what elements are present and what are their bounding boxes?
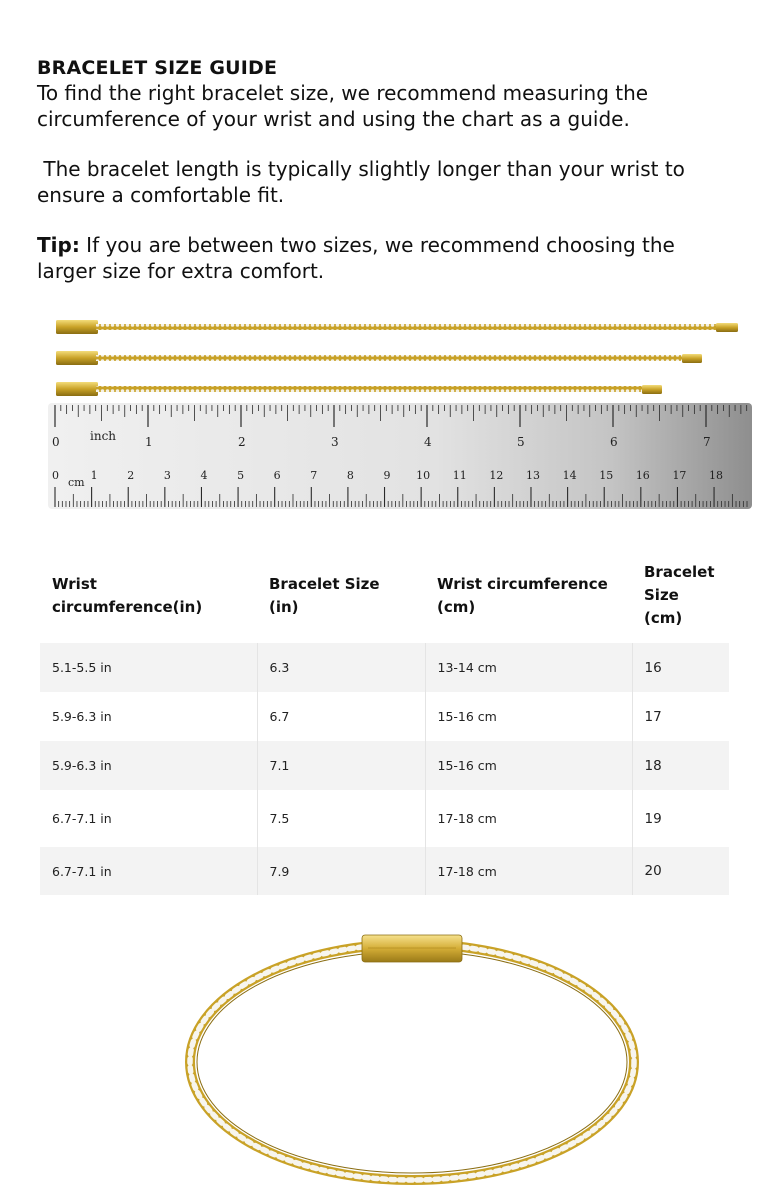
size-guide-intro — [37, 56, 757, 284]
cm-label: 13 — [525, 469, 540, 482]
table-row — [40, 847, 729, 895]
inch-label: 5 — [517, 435, 525, 449]
bracelet-stones — [190, 944, 634, 1180]
cm-label: 3 — [163, 469, 171, 482]
cell-wrist-in: 5.9-6.3 in — [40, 692, 257, 741]
table-row — [40, 741, 729, 790]
cm-label: 10 — [416, 469, 431, 482]
cell-size-cm: 19 — [644, 810, 662, 827]
cell-wrist-in: 5.9-6.3 in — [40, 741, 257, 790]
cm-label: 6 — [273, 469, 281, 482]
cm-label: 5 — [237, 469, 245, 482]
cell-wrist-cm: 15-16 cm — [425, 741, 632, 790]
bracelet-product-photo — [0, 925, 780, 1196]
header-bracelet-size-cm: Bracelet Size (cm) — [644, 563, 715, 627]
cm-label: 1 — [90, 469, 98, 482]
bracelet-inner-edge — [197, 951, 627, 1173]
cm-label: 16 — [635, 469, 650, 482]
note-line-1: The bracelet length is typically slightly longer than your wrist to — [37, 157, 685, 181]
inch-unit-label: inch — [90, 429, 117, 443]
bracelet-strand-long — [56, 320, 738, 334]
cell-wrist-cm: 15-16 cm — [425, 692, 632, 741]
bracelet-length-comparison — [0, 310, 780, 402]
table-row — [40, 790, 729, 847]
cm-label: 0 — [52, 469, 59, 482]
table-row — [40, 643, 729, 692]
cell-size-cm: 18 — [644, 757, 662, 774]
inch-label: 1 — [145, 435, 153, 449]
cell-wrist-in: 6.7-7.1 in — [40, 847, 257, 895]
measuring-ruler — [0, 400, 780, 512]
cm-label: 14 — [562, 469, 577, 482]
tip-text: If you are between two sizes, we recommend choosing the — [79, 233, 675, 257]
cm-label: 12 — [489, 469, 504, 482]
inch-label: 3 — [331, 435, 339, 449]
cell-wrist-cm: 17-18 cm — [425, 790, 632, 847]
cm-label: 9 — [383, 469, 391, 482]
cell-wrist-in: 6.7-7.1 in — [40, 790, 257, 847]
inch-label: 0 — [52, 435, 60, 449]
cell-wrist-cm: 17-18 cm — [425, 847, 632, 895]
cm-label: 4 — [200, 469, 208, 482]
tip-line-1 — [37, 233, 757, 259]
cell-size-cm: 17 — [644, 708, 662, 725]
cell-wrist-in: 5.1-5.5 in — [40, 643, 257, 692]
bracelet-strand-medium — [56, 351, 702, 365]
inch-label: 6 — [610, 435, 618, 449]
cell-size-in: 6.7 — [257, 692, 425, 741]
note-line-2: ensure a comfortable fit. — [37, 182, 285, 207]
cell-size-cm: 16 — [644, 659, 662, 676]
header-wrist-in: Wrist circumference(in) — [52, 574, 203, 616]
cell-size-cm: 20 — [644, 863, 662, 879]
cm-label: 18 — [709, 469, 724, 482]
tip-label: Tip: — [37, 233, 80, 257]
cm-label: 17 — [672, 469, 687, 482]
bracelet-strand-short — [56, 382, 662, 396]
cell-size-in: 7.1 — [257, 741, 425, 790]
inch-label: 2 — [238, 435, 246, 449]
cm-label: 11 — [452, 469, 467, 482]
cm-label: 2 — [127, 469, 135, 482]
cell-size-in: 7.5 — [257, 790, 425, 847]
header-wrist-cm: Wrist circumference (cm) — [437, 574, 608, 616]
bracelet-clasp — [362, 935, 462, 962]
inch-label: 4 — [424, 435, 432, 449]
cm-label: 7 — [310, 469, 318, 482]
cm-unit-label: cm — [68, 476, 85, 489]
cm-label: 15 — [599, 469, 614, 482]
cell-size-in: 6.3 — [257, 643, 425, 692]
tip-line-2: larger size for extra comfort. — [37, 258, 325, 283]
cell-size-in: 7.9 — [257, 847, 425, 895]
inch-label: 7 — [703, 435, 711, 449]
intro-line-2: circumference of your wrist and using the chart as a guide. — [37, 106, 630, 131]
intro-line-1: To find the right bracelet size, we recommend measuring the — [37, 81, 649, 105]
table-header-row — [40, 548, 729, 643]
ruler-body — [48, 403, 752, 509]
guide-title: BRACELET SIZE GUIDE — [37, 57, 278, 79]
header-bracelet-size-in: Bracelet Size (in) — [269, 574, 380, 616]
cell-wrist-cm: 13-14 cm — [425, 643, 632, 692]
table-row — [40, 692, 729, 741]
cm-label: 8 — [346, 469, 354, 482]
size-chart-table — [40, 548, 729, 895]
